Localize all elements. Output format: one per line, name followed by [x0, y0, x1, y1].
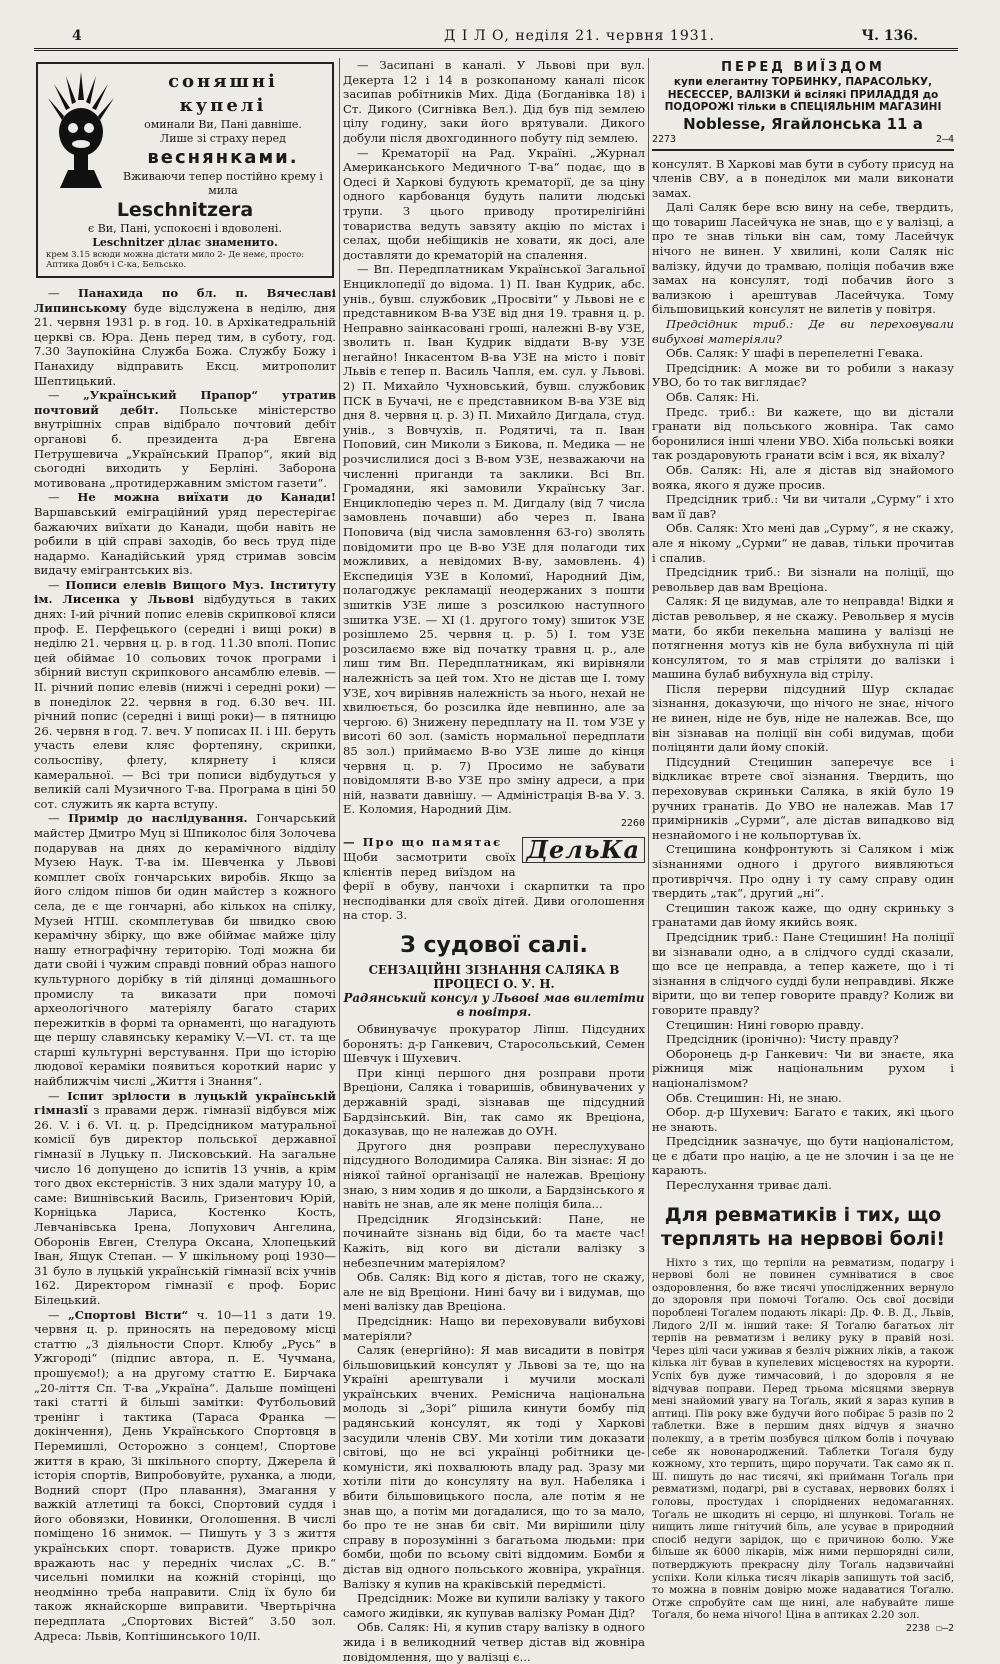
court-continuation: Обв. Саляк: У шафі в перепелетні Гевака. — [666, 346, 924, 361]
ad-line: Лише зі страху перед — [160, 132, 286, 145]
noblesse-name: Noblesse, Ягайлонська 11 а — [683, 114, 923, 133]
court-paragraph: Предсідник: Може ви купили валізку у такого самого жидівки, як купував валізку Роман Дід? — [343, 1591, 645, 1620]
news-item: — Засипані в каналі. У Львові при вул. Декерта 12 і 14 в розкопаному каналі пісок засипав робітників Мих. Діда (Богданівка 18) і Ст. Дикого (Сигнівка Вел.). Дід був під землею цілу годину, заки його врятували. Дикого добули після двохгодинного побуту під землею. — [343, 58, 645, 145]
court-continuation: Переслухання триває далі. — [666, 1178, 832, 1193]
court-continuation: Предс. триб.: Ви кажете, що ви дістали гранати від польського жовніра. Так само боронилися інші члени УВО. Хіба польські вояки так роздаровують гранати всім і вся, як віхалу? — [652, 404, 954, 463]
news-item: — Не можна виїхати до Канади! Варшавський еміграційний уряд перестерігає бажаючих виїхати до Канади, щоби навіть не робили в цій справі заходів, бо весь труд піде надармо. Канадійський уряд стримав зовсім видачу емігрантських віз. — [34, 490, 336, 578]
court-continuation: консулят. В Харкові мав бути в суботу присуд на членів СВУ, а в понеділок ми мали виконати замах. — [652, 156, 954, 200]
court-paragraph: Обв. Саляк: Ні, я купив стару валізку в одного жида і в великодний четвер дістав від жовніра повідомлення, що у валізці є... — [343, 1620, 645, 1664]
court-paragraph: Обвинувачує прокуратор Ліпш. Підсудних боронять: д-р Ганкевич, Старосольський, Семен Шевчук і Шухевич. — [343, 1022, 645, 1066]
delka-notice — [343, 835, 645, 923]
court-paragraph: Предсідник: Нащо ви переховували вибухові матеріяли? — [343, 1313, 645, 1343]
court-continuation: Обв. Саляк: Ні, але я дістав від знайомого вояка, якого я дуже просив. — [652, 462, 954, 492]
court-continuation: Стецишин також каже, що одну скриньку з гранатами дав йому якийсь вояк. — [652, 900, 954, 930]
column-rule — [648, 58, 649, 1457]
noblesse-codes — [652, 134, 954, 145]
ad-code: 2260 — [620, 817, 645, 829]
news-lead: Не можна виїхати до Канади! — [77, 490, 336, 505]
noblesse-ad — [652, 58, 954, 151]
court-continuation: Саляк: Я це видумав, але то неправда! Відки я дістав револьвер, я не скажу. Револьвер я мусів мати, бо якби пекельна машина у валізці не потягнення мотуз ків не була вибухнула пі цій консулятом, то я мав стріляти до валізки і машина булаб вибухнула від стрілу. — [652, 594, 954, 682]
column-rule — [339, 58, 340, 1457]
ad-code: 2238 ☐—2 — [905, 1622, 954, 1634]
news-item: — Іспит зрілости в луцькій українській гімназії з правами держ. гімназії відбувся між 26. V. і 6. VI. ц. р. Предсідником матуральної комісії був директор польської державної гімназії в Луцьку п. Лисковський. На загальне число 16 допущено до іспитів 13 учнів, а крім того двох екстерністів. З них здали матуру 10, а саме: Вишнівський Василь, Гризентович Юрій, Корніцька Лариса, Костенко Кость, Левчанівська Ірена, Лопухович Ангелина, Оборонів Евген, Стелура Оксана, Хлопецький Іван, Ящук Степан. — У шкільному році 1930—31 було в луцькій українській гімназії всіх учнів 162. Директором гімназії є проф. Борис Білецький. — [34, 1088, 337, 1307]
leschnitzer-ad — [36, 62, 334, 278]
masthead — [34, 26, 958, 51]
court-continuation: Оборонець д-р Ганкевич: Чи ви знаєте, яка ріжниця між національним рухом і націоналізмом? — [652, 1046, 954, 1090]
court-heading: З судової салі. — [400, 933, 588, 959]
court-continuation: Предсідник: А може ви то робили з наказу УВО, бо то так виглядає? — [652, 360, 954, 390]
court-continuation: Предсідник зазначує, що бути націоналістом, це є дбати про націю, а це не злочин і за це не карають. — [652, 1134, 954, 1178]
news-lead: Примір до наслідування. — [68, 811, 248, 826]
court-subheading-italic: Радянський консул у Львові мав вилетіти в повітря. — [343, 991, 645, 1020]
court-paragraph: Обв. Саляк: Від кого я дістав, того не скажу, але не від Вреціони. Нині бачу ви і видумав, що мені валізку дав Вреціона. — [343, 1270, 645, 1314]
news-item: — Вп. Передплатникам Української Загальної Енциклопедії до відома. 1) П. Іван Кудрик, абс. унів., бувш. службовик „Просвіти“ у Львові не є представником В-ва УЗЕ від дня 19. травня ц. р. Неправно заінкасовані гроші, належні В-ву УЗЕ, зволить п. Іван Кудрик віддати В-ву УЗЕ негайно! Інкасентом В-ва УЗЕ на місто і повіт Львів є тепер п. Василь Чапля, ем. сул. у Львові. 2) П. Михайло Чухновський, бувш. службовик ПСК в Бучачі, не є представником В-ва УЗЕ від дня 8. червня ц. р. 3) П. Михайло Дигдала, студ. унів., з Вовчухів, п. Родятичі, та п. Іван Поповий, син Миколи з Бикова, п. Медика — не розчислилися досі з В-вом УЗЕ, незважаючи на численні приганди та заклики. Всі Вп. Громадяни, які замовили Українську Заг. Енциклопедію через п. М. Дигдалу (від 7 числа замовлень почавши) або через п. Івана Поповича (від числа замовлення 63-го) зволять повідомити про це В-во УЗЕ для полагоди тих можливих, а невідомих В-ву, замовлень. 4) Експедиція УЗЕ в Коломиї, Народний Дім, полагоджує рекламації неодержаних з пошти зшитків УЗЕ лише з розсилкою наступного зшитка УЗЕ. — XI (1. другого тому) зшиток УЗЕ розішлемо 25. червня ц. р. 5) І. том УЗЕ розсилаємо вже від початку травня ц. р., але лиш тим Вп. Передплатникам, які вирівняли належність за цей том. Хто не дістав ще І. тому УЗЕ, хоч вирівняв належність за нього, нехай не хвилюється, бо розсилка йде невпинно, але за чергою. 6) Знижену передплату на ІІ. том УЗЕ у висоті 60 зол. (замість нормальної передплати 85 зол.) приймаємо В-во УЗЕ лише до кінця червня ц. р. 7) Просимо не забувати повідомляти В-во УЗЕ про зміну адреси, а при ній, назвати давнішу. — Адміністрація В-ва У. З. Е. Коломия, Народний Дім. — [343, 262, 645, 817]
ad-small-print: крем 3.15 всюди можна дістати мило 2- Де немє, просто: Аптика Довбч і С-ка, Бельсько. — [46, 250, 305, 270]
court-continuation: Предсідник триб.: Ви зізнали на поліції, що револьвер дав вам Вреціона. — [652, 565, 954, 594]
noblesse-heading: ПЕРЕД ВИЇЗДОМ — [721, 60, 885, 75]
court-paragraph: Предсідник Ягодзінський: Пане, не починайте зізнань від біди, бо та маєте час! Кажіть, від кого ви дістали валізку з небезпечним матеріялом? — [343, 1211, 645, 1270]
ad-headline: соняшні купелі — [168, 71, 278, 116]
news-item: — Пописи елевів Вищого Муз. Інституту ім. Лисенка у Львові відбудуться в таких днях: І-ий річний попис елевів скрипкової кляси проф. Е. Перфецького (середні і вищі роки) в неділю 21. червня ц. р. в год. 11.30 вполі. Попис цей обіймає 10 сольових точок програми і збірний виступ скрипкового ансамблю елевів. — ІІ. річний попис елевів (нижчі і середні роки) — в понеділок 22. червня в год. 6.30 веч. ІІІ. річний попис (середні і вищі роки)— в пятницю 26. червня в год. 7. веч. У пописах ІІ. і ІІІ. беруть участь елеви кляс фортепяну, скрипки, сольоспіву, флету, клярнету і кляси камеральної. — Всі три пописи відбудуться у великій салі Музичного Т-ва. Програма в ціні 50 сот. служить як карта вступу. — [34, 577, 336, 811]
court-continuation: Далі Саляк бере всю вину на себе, твердить, що товариш Ласейчука не знав, що є у валізці, а про те знав тільки він сам, тому Ласейчук нічого не винен. У хвилині, коли Саляк ніс валізку, йдучи до трамваю, поліція побачив вже замах на консулят, тоді пoбачив його з вализкою і арештував Ласейчука. Тому більшовицький консулят не вилетів у повітря. — [652, 200, 954, 317]
news-lead: Іспит зрілости в луцькій українській гімназії — [34, 1088, 337, 1118]
court-continuation: Обв. Саляк: Ні. — [666, 390, 760, 404]
tribal-face-icon — [46, 70, 116, 190]
paper-title-date: Д І Л О, неділя 21. червня 1931. — [444, 28, 716, 44]
ad-code: 2—4 — [935, 133, 954, 145]
page-number: 4 — [72, 28, 82, 44]
news-lead: „Спортові Вісти“ — [68, 1307, 189, 1322]
ad-line: Leschnitzer ділає знаменито. — [92, 236, 278, 249]
court-paragraph: Другого дня розправи переслухувано підсудного Володимира Саляка. Він зізнає: Я до ніякої тайної організації не належав. Вреціону знаю, з ним ходив я до школи, а Бардзінського я навіть не знав, але як мене поліція била... — [343, 1138, 645, 1212]
news-item: — „Український Прапор“ утратив почтовий дебіт. Польське міністерство внутрішніх справ відібрало почтовий дебіт органові б. президента д-ра Евгена Петрушевича „Український Прапор“, який від сьогодні виходить у Берліні. Заборона мотивована „протидержавним змістом газети“. — [34, 388, 337, 490]
column-2 — [343, 58, 645, 1664]
court-continuation: Підсудний Стецишин заперечує все і відкликає втрете свої зізнання. Твердить, що переховував скриньки Саляка, в якій було 19 ручних гранатів. До УВО не належав. Мав 17 примірників „Сурми“, але дістав випадково від незнайомого і не кольпортував їх. — [652, 754, 954, 842]
delka-heading: — Про що памятає — [343, 835, 503, 850]
ad-code: 2273 — [652, 133, 677, 145]
court-continuation: Стецишина конфронтують зі Саляком і між зізнаннями одного і другого виявляються противріччя. Про одну і ту саму справу один твердить „так“, другий „ні“. — [652, 842, 954, 901]
issue-number: Ч. 136. — [861, 28, 918, 44]
news-lead: Пописи елевів Вищого Муз. Інституту ім. Лисенка у Львові — [34, 577, 336, 607]
court-subheading: СЕНЗАЦІЙНІ ЗІЗНАННЯ САЛЯКА В ПРОЦЕСІ О. У. Н. — [368, 963, 620, 992]
delka-text: Щоби засмотрити своїх клієнтів перед виїздом на ферії в обуву, панчохи і скарпитки та про несподіванки для своїх дітей. Диви оголошення на стор. 3. — [343, 850, 645, 923]
news-item: — „Спортові Вісти“ ч. 10—11 з дати 19. червня ц. р. приносять на передовому місці статтю „З діяльности Спорт. Клюбу „Русь“ в Ужгороді“ (підпис автора, п. Е. Чучмана, прошуємо!); а на другому статтю Е. Бирчака „20-ліття Сп. Т-ва „Україна“. Дальше поміщені такі статті й більші замітки: Футбольовий тренінг і тактика (Тараса Франка — докінчення), День Українського Спортовця в Перемишлі, Осторожно з сонцем!, Спортове життя в краю, Зі шкільного спорту, Джерела й історія спортів, Випробовуйте, руханка, а люди, Водний спорт (Про плавання), Змагання у важкій атлетиці та боксі, Спортовий суддя і його обовязки, Новинки, Оголошення. В числі поміщено 16 знимок. — Пишуть у З з життя українських спорт. товариств. Дуже прикро вражають нас у передніх числах „С. В.“ чисельні помилки на кожній сторінці, що неодмінно треба направити. Слід їх було би також якнайскорше виправити. Чвертьрічна передплата „Спортових Вістей“ 3.50 зол. Адреса: Львів, Коптішинського 10/ІІ. — [34, 1307, 336, 1643]
court-continuation: Після перерви підсудний Шур складає зізнання, доказуючи, що нічого не знає, нічого не винен, ніде не був, ніде не належав. Все, що він зізнавав на поліції він собі видумав, щоби поліцянти дали йому спокій. — [652, 681, 954, 755]
news-item: — Крематорії на Рад. Україні. „Журнал Американського Медичного Т-ва“ подає, що в Одесі й Харкові будують крематорії, де за ціну одного карбованця будуть палити людські трупи. З цього приводу протирелігійні товариства ведуть завзяту акцію по містах і селах, щоби небіщиків не ховати, як досі, але доставляти до крематорій на спалення. — [343, 145, 645, 262]
column-1 — [34, 58, 337, 1643]
court-continuation: Предсідник триб.: Чи ви читали „Сурму“ і хто вам її дав? — [652, 492, 954, 521]
noblesse-text: купи елегантну ТОРБИНКУ, ПАРАСОЛЬКУ, НЕСЕССЕР, ВАЛІЗКИ й всілякі ПРИЛАДДЯ до ПОДОРОЖІ тільки в СПЕЦІЯЛЬНІМ МАГАЗИНІ — [664, 76, 942, 113]
court-continuation: Стецишин: Нині говорю правду. — [666, 1017, 865, 1032]
court-continuation: Предсідник триб.: Де ви переховували вибухові матеріяли? — [652, 317, 954, 346]
ad-line: оминали Ви, Пані давніше. — [144, 118, 302, 131]
news-item: — Панахида по бл. п. Вячеславі Липинському буде відслужена в неділю, дня 21. червня 1931 р. в год. 10. в Архікатедральній церкві св. Юра. День перед тим, в суботу, год. 7.30 Заупокійна Служба Божа. Службу Божу і Панахиду відправить Ексц. митрополит Шептицький. — [34, 286, 336, 388]
rheumatism-heading: Для ревматиків і тих, що терплять на нервові болі! — [660, 1203, 946, 1250]
court-continuation: Обор. д-р Шухевич: Багато є таких, які цього не знають. — [652, 1105, 954, 1134]
delka-logo: ДельКа — [522, 837, 645, 863]
court-continuation: Обв. Саляк: Хто мені дав „Сурму“, я не скажу, але я нікому „Сурми“ не давав, тільки прочитав і спалив. — [652, 521, 954, 565]
court-continuation: Предсідник (іронічно): Чисту правду? — [666, 1032, 899, 1047]
court-continuation: Предсідник триб.: Пане Стецишин! На поліції ви зізнавали одно, а в слідчого судді сказали, що все це неправда, а тепер кажете, що і ті зізнання в слідчого судді були неправдиві. Якже вірити, що ви тепер говорите правду? Колиж ви говорите правду? — [652, 929, 954, 1017]
ad-line: Вживаючи тепер постійно крему і мила — [123, 170, 323, 197]
column-3 — [652, 58, 954, 1634]
court-continuation: Обв. Стецишин: Ні, не знаю. — [666, 1090, 842, 1105]
news-lead: Панахида по бл. п. Вячеславі Липинському — [34, 286, 336, 315]
news-item: — Примір до наслідування. Гончарський майстер Дмитро Муц зі Шпиколос біля Золочева подарував на днях до керамічного відділу Музею Наук. Т-ва ім. Шевченка у Львові комплет своїх гончарських виробів. Якщо за його слідом пішов би один майстер з кожного села, де є ще гончарні, або кількох на спілку, Музей НТШ. скомплетував би швидко свою керамічну збірку, що вже обіймає майже цілу нашу етнографічну територію. Тоді можна би дати свойі і чужим справді повний образ нашого культурного дорібку в тій ділянці домашнього промислу та виказати при помочі археологічного матеріялу багато старих пережитків в формі та орнаменті, що нагадують ще першу славянську кераміку V.—VI. ст. та ще старші культурні верстування. При що історію людової кераміки появиться короткий нарис у найближчім числі „Життя і Знання“. — [34, 811, 336, 1089]
ad-line: є Ви, Пані, успокоєні і вдоволені. — [88, 222, 282, 235]
rheumatism-ad-text: Ніхто з тих, що терпіли на ревматизм, подагру і нервові болі не повинен сумніватися в своє оздоровлення, бо вже тисячі упослідженних вернуло до здоровля при помочі Тоґалю. Ось свої досвіди пороблені Тоґалем подають лікарі: Др. Ф. В. Д., Львів, Лидогo 2/II м. інший таке: Я Тоґалю багатьох літ терпів на ревматизм і велику руку в правій нозі. Через цілі часи уживав я безліч ріжних ліків, а також кілька літ бував в купелевих місцевостях на курорти. Успіх був дуже тимчасовий, і до здоровля я не відчував поправи. Перед трьома місяцями звернув мені знайомий увагу на Тоґаль, який я зараз купив в аптиці. Пів року вже будучи його побірає 5 разів по 2 таблетки. Вже в першим днях відчув я значно полекшу, а в третім позбувся цілком болів і почуваю себе як новонароджений. Таблетки Тоґаля буду кожному, хто терпить, щиро поручати. Так само як п. Ш. пишуть до нас тисячі, які прийманн Тоґаль при ревматизмі, подагрі, рві в суставах, нервових болях і головы, простудах і споріднених недомаганнях. Тоґаль не шкодить ні серцю, ні шлункові. Тоґаль не нищить лише гнітучий біль, але усуває в природний спосіб недуги зарідок, що є причиною болю. Уже більше як 6000 лікарів, між ними першорядні сили, потверджують прекрасну ділу Тоґаль надзвичайні успіхи. Коли кілька тисяч лікарів запишуть той засіб, то можна в повнім довірю може надаватися Тоґалю. Отже спробуйте сам ще нині, але набувайте лише Тоґаля, бо нема нічого! Ціна в аптиках 2.20 зол. — [652, 1256, 954, 1622]
ad-word: веснянками. — [147, 147, 299, 168]
court-paragraph: Саляк (енергійно): Я мав висадити в повітря більшовицький консулят у Львові за те, що на Україні арештували і мучили москалі українських вчених. Ремісничa національна молодь зі „Зорі“ рішила кинути бомбу під радянський консулят, як тоді у Харкові засудили членів СВУ. Ми хотіли тим доказати світові, що не всі українці робітники це-комуністи, які похвалюють владу рад. Зразу ми хотіли піти до консуляту на вул. Набеляка і вбити більшовицького посла, але потім я не знав що, а потім ми догадалися, що то за мало, бо про те не знав би світ. Ми вирішили цілу справу в порозумінні з багатьома людьми: при бомби, щоби по всьому світі віддомим. Бомби я дістав від одного польського жовніра, українця. Валізку я купив на краківській передмісті. — [343, 1343, 645, 1591]
court-paragraph: При кінці першого дня розправи проти Вреціони, Саляка і товаришів, обвинувачених у державній зраді, зізнавав ще підсудний Бардзінський. Він, так само як Вреціона, доказував, що не належав до ОУН. — [343, 1065, 645, 1139]
news-lead: „Український Прапор“ утратив почтовий дебіт. — [34, 388, 337, 417]
ad-brand: Leschnitzera — [116, 199, 254, 221]
